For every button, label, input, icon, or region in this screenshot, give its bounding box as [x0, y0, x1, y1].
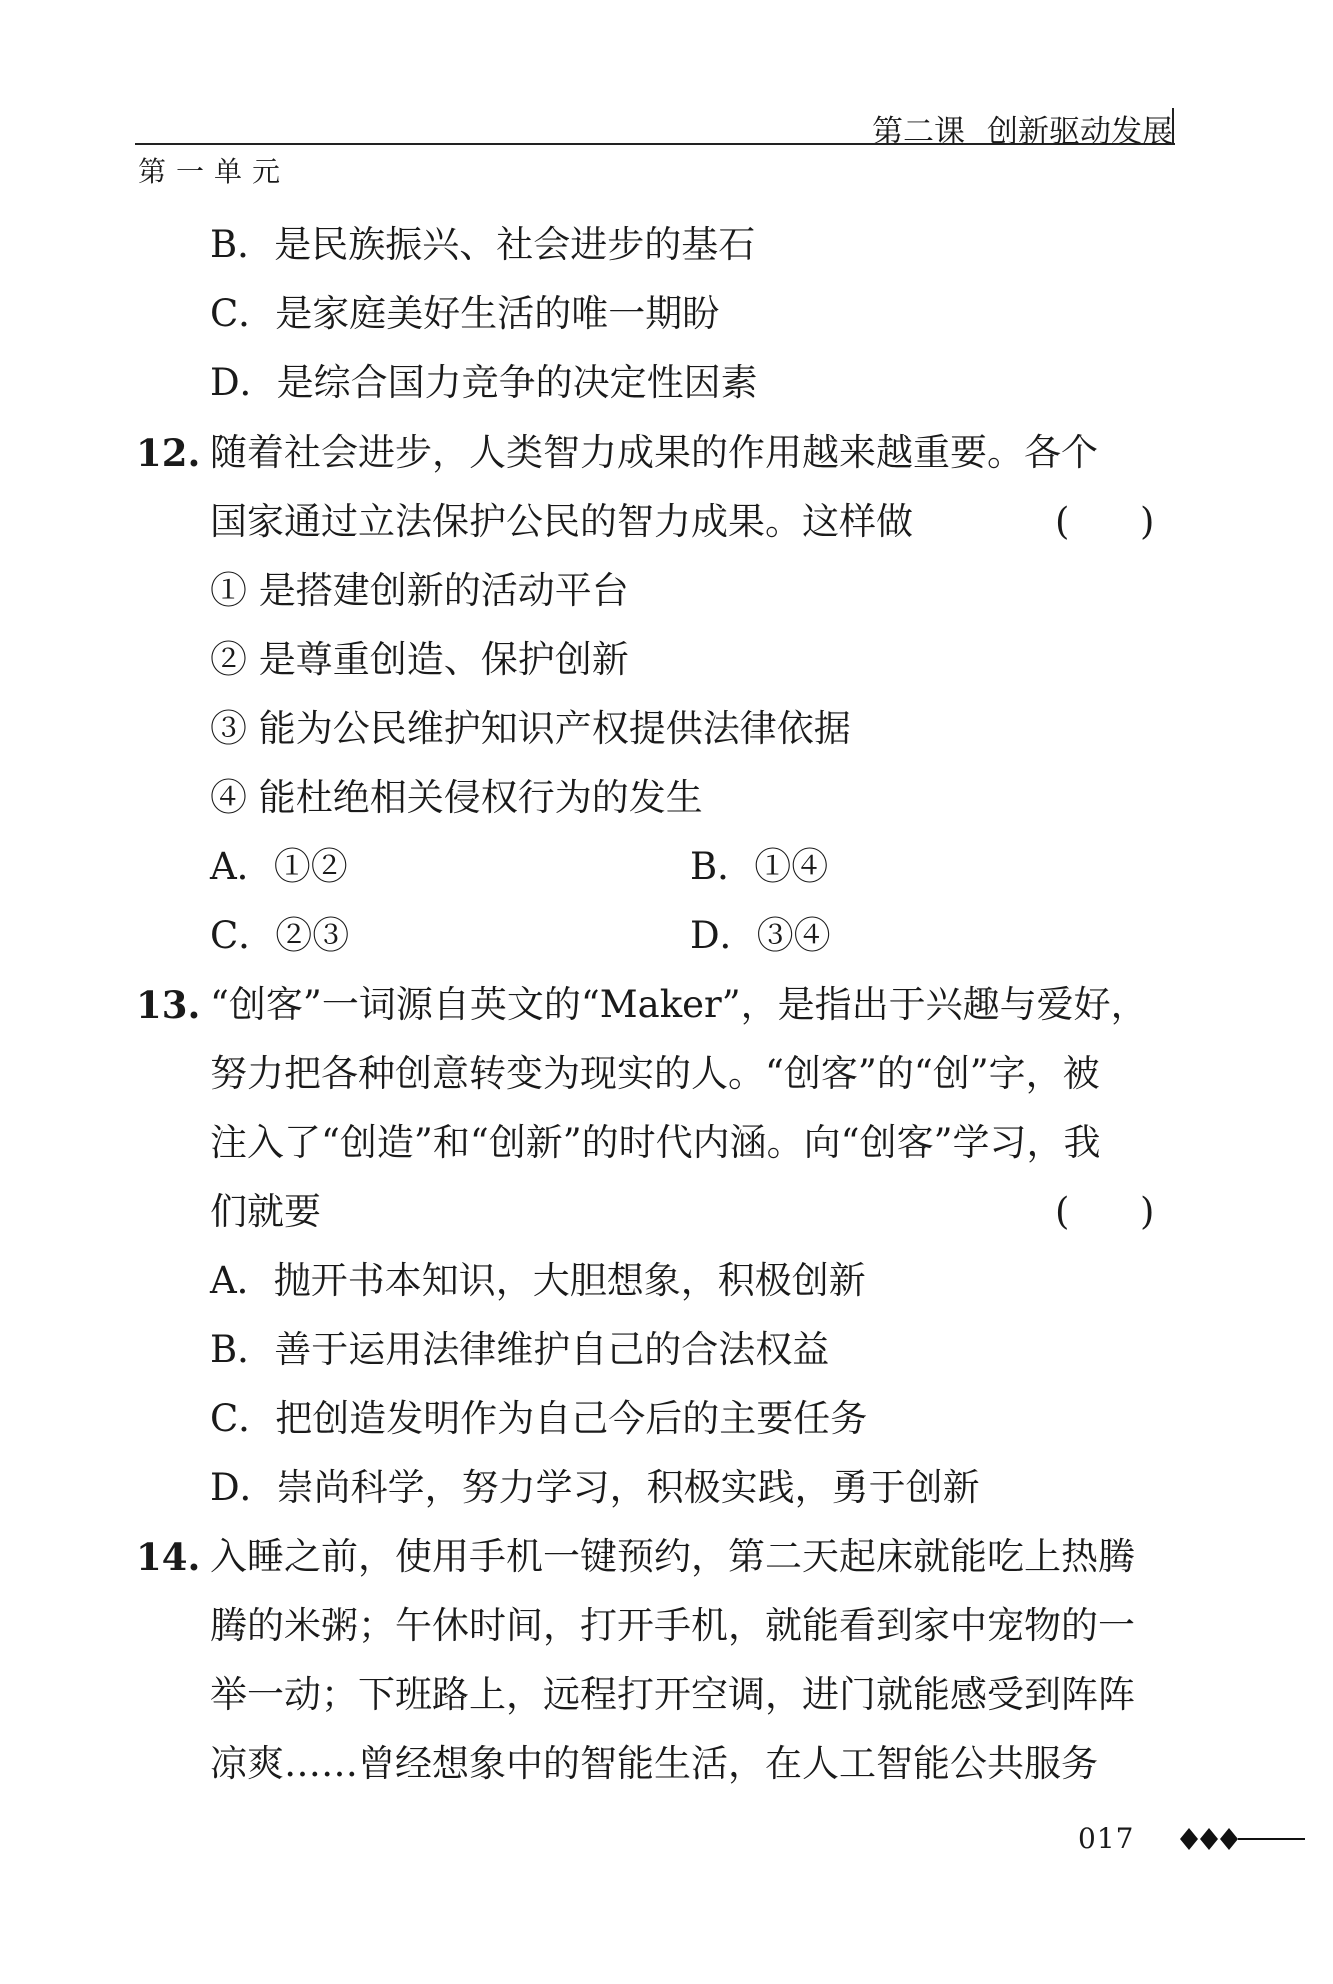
q11-option-b: B．是民族振兴、社会进步的基石 — [210, 223, 756, 266]
q13-option-d: D．崇尚科学，努力学习，积极实践，勇于创新 — [210, 1466, 980, 1509]
q12-option-b: B．①④ — [690, 845, 829, 888]
q12-statement-1: ① 是搭建创新的活动平台 — [210, 569, 629, 612]
q12-number: 12. — [136, 431, 201, 475]
q11-option-c: C．是家庭美好生活的唯一期盼 — [210, 292, 720, 335]
q11-option-d: D．是综合国力竞争的决定性因素 — [210, 361, 758, 404]
q12-option-d: D．③④ — [690, 914, 831, 957]
q14-stem-line-3: 举一动；下班路上，远程打开空调，进门就能感受到阵阵 — [210, 1673, 1135, 1716]
page-number: 017 — [1078, 1822, 1135, 1855]
q12-option-c: C．②③ — [210, 914, 350, 957]
q12-statement-2: ② 是尊重创造、保护创新 — [210, 638, 629, 681]
q13-stem-line-2: 努力把各种创意转变为现实的人。“创客”的“创”字，被 — [210, 1052, 1100, 1095]
q13-option-b: B．善于运用法律维护自己的合法权益 — [210, 1328, 830, 1371]
q14-stem-line-1: 入睡之前，使用手机一键预约，第二天起床就能吃上热腾 — [210, 1535, 1135, 1578]
q12-statement-4: ④ 能杜绝相关侵权行为的发生 — [210, 776, 703, 819]
q14-number: 14. — [136, 1535, 201, 1579]
lesson-number: 第二课 — [872, 114, 965, 150]
q13-option-c: C．把创造发明作为自己今后的主要任务 — [210, 1397, 868, 1440]
q13-stem-line-3: 注入了“创造”和“创新”的时代内涵。向“创客”学习，我 — [210, 1121, 1101, 1164]
lesson-title: 创新驱动发展 — [987, 114, 1173, 150]
q12-option-a: A．①② — [210, 845, 348, 888]
q12-statement-3: ③ 能为公民维护知识产权提供法律依据 — [210, 707, 851, 750]
q14-stem-line-4: 凉爽……曾经想象中的智能生活，在人工智能公共服务 — [210, 1742, 1098, 1785]
header-rule — [135, 143, 1175, 145]
q12-answer-bracket: ( ) — [1055, 500, 1155, 543]
diamond-ornament-icon — [1180, 1826, 1305, 1852]
q12-stem-line-1: 随着社会进步，人类智力成果的作用越来越重要。各个 — [210, 431, 1098, 474]
q13-stem-line-1: “创客”一词源自英文的“Maker”，是指出于兴趣与爱好， — [210, 983, 1148, 1026]
q12-stem-line-2: 国家通过立法保护公民的智力成果。这样做 — [210, 500, 913, 543]
q13-stem-line-4: 们就要 — [210, 1190, 321, 1233]
q14-stem-line-2: 腾的米粥；午休时间，打开手机，就能看到家中宠物的一 — [210, 1604, 1135, 1647]
q13-answer-bracket: ( ) — [1055, 1190, 1155, 1233]
unit-label: 第一单元 — [138, 155, 291, 188]
q13-option-a: A．抛开书本知识，大胆想象，积极创新 — [210, 1259, 866, 1302]
q13-number: 13. — [136, 983, 201, 1027]
header-tick-divider — [1172, 108, 1174, 144]
